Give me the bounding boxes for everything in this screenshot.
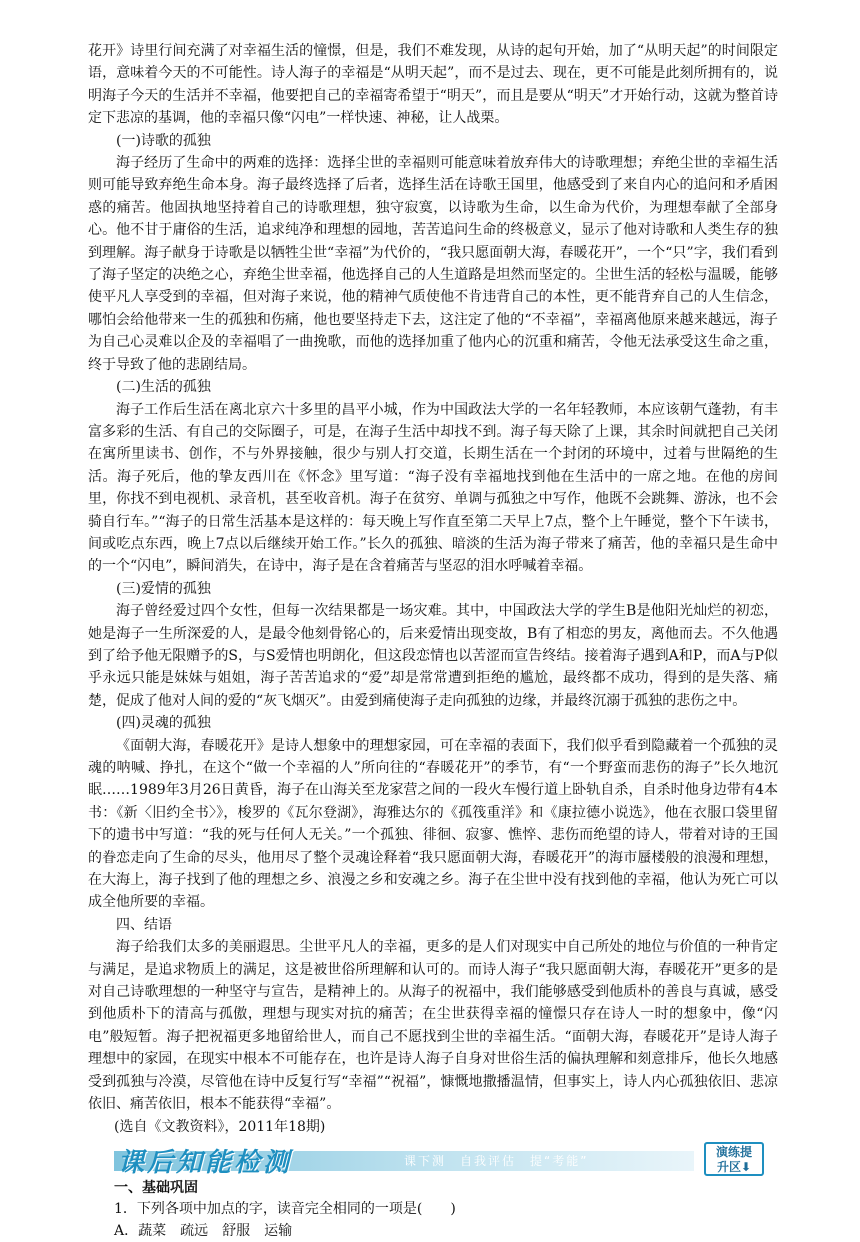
badge-line-1: 演练提 <box>715 1144 752 1159</box>
banner-subtitle: 课下测 自我评估 提“考能” <box>404 1153 589 1168</box>
document-page <box>88 40 778 1242</box>
section-heading-conclusion: 四、结语 <box>116 916 172 933</box>
article-paragraph-life: 海子工作后生活在离北京六十多里的昌平小城，作为中国政法大学的一名年轻教师，本应该朝气蓬勃，有丰富多彩的生活、有自己的交际圈子，可是，在海子生活中却找不到。海子每天除了上课，其余时间就把自己关闭在寓所里读书、创作，不与外界接触，很少与别人打交道，长期生活在一个封闭的环境中，过着与世隔绝的生活。海子死后，他的挚友西川在《怀念》里写道：“海子没有幸福地找到他在生活中的一席之地。在他的房间里，你找不到电视机、录音机，甚至收音机。海子在贫穷、单调与孤独之中写作，他既不会跳舞、游泳，也不会骑自行车。”“海子的日常生活基本是这样的：每天晚上写作直至第二天早上7点，整个上午睡觉，整个下午读书，间或吃点东西，晚上7点以后继续开始工作。”长久的孤独、暗淡的生活为海子带来了痛苦，他的幸福只是生命中的一个“闪电”，瞬间消失，在诗中，海子是在含着痛苦与坚忍的泪水呼喊着幸福。 <box>88 401 778 575</box>
question-1: 1．下列各项中加点的字，读音完全相同的一项是( ) <box>114 1200 456 1217</box>
section-heading-poetry: (一)诗歌的孤独 <box>116 132 211 149</box>
section-heading-love: (三)爱情的孤独 <box>116 580 211 597</box>
question-1-option-a: A．蔬菜 疏远 舒服 运输 <box>114 1222 293 1239</box>
article-paragraph-love: 海子曾经爱过四个女性，但每一次结果都是一场灾难。其中，中国政法大学的学生B是他阳光灿烂的初恋，她是海子一生所深爱的人，是最令他刻骨铭心的，后来爱情出现变故，B有了相恋的男友，离他而去。不久他遇到了给予他无限赠予的S，与S爱情也明朗化，但这段恋情也以苦涩而宣告终结。接着海子遇到A和P，而A与P似乎永远只能是妹妹与姐姐，海子苦苦追求的“爱”却是常常遭到拒绝的尴尬，最终都不成功，得到的是失落、痛楚，促成了他对人间的爱的“灰飞烟灭”。由爱到痛使海子走向孤独的边缘，并最终沉溺于孤独的悲伤之中。 <box>88 603 778 709</box>
article-paragraph-poetry: 海子经历了生命中的两难的选择：选择尘世的幸福则可能意味着放弃伟大的诗歌理想；弃绝尘世的幸福生活则可能导致弃绝生命本身。海子最终选择了后者，选择生活在诗歌王国里，他感受到了来自内心的追问和矛盾困惑的痛苦。他固执地坚持着自己的诗歌理想，独守寂寞，以诗歌为生命，以生命为代价，为理想奉献了全部身心。他不甘于庸俗的生活，追求纯净和理想的园地，苦苦追问生命的终极意义，显示了他对诗歌和人类生存的独到理解。海子献身于诗歌是以牺牲尘世“幸福”为代价的，“我只愿面朝大海，春暖花开”，一个“只”字，我们看到了海子坚定的决绝之心，弃绝尘世幸福，他选择自己的人生道路是坦然而坚定的。尘世生活的轻松与温暖，能够使平凡人享受到的幸福，但对海子来说，他的精神气质使他不肯违背自己的本性，更不能背弃自己的人生信念，哪怕会给他带来一生的孤独和伤痛，他也要坚持走下去，这注定了他的“不幸福”，幸福离他原来越来越远，海子为自己心灵难以企及的幸福唱了一曲挽歌，而他的选择加重了他内心的沉重和痛苦，令他无法承受这生命之重，终于导致了他的悲剧结局。 <box>88 155 778 373</box>
badge-line-2: 升区⬇ <box>716 1159 752 1174</box>
article-paragraph-intro: 花开》诗里行间充满了对幸福生活的憧憬，但是，我们不难发现，从诗的起句开始，加了“从明天起”的时间限定语，意味着今天的不可能性。诗人海子的幸福是“从明天起”，而不是过去、现在，更不可能是此刻所拥有的，说明海子今天的生活并不幸福，他要把自己的幸福寄希望于“明天”，而且是要从“明天”才开始行动，这就为整首诗定下悲凉的基调，他的幸福只像“闪电”一样快速、神秘，让人战栗。 <box>88 43 778 127</box>
exercise-section-title: 一、基础巩固 <box>114 1179 198 1196</box>
article-paragraph-conclusion: 海子给我们太多的美丽遐思。尘世平凡人的幸福，更多的是人们对现实中自己所处的地位与价值的一种肯定与满足，是追求物质上的满足，这是被世俗所理解和认可的。而诗人海子“我只愿面朝大海，春暖花开”更多的是对自己诗歌理想的一种坚守与宣告，是精神上的。从海子的祝福中，我们能够感受到他质朴的善良与真诚，感受到他质朴下的清高与孤傲，理想与现实对抗的痛苦；在尘世获得幸福的憧憬只存在诗人一时的想象中，像“闪电”般短暂。海子把祝福更多地留给世人，而自己不愿找到尘世的幸福生活。“面朝大海，春暖花开”是诗人海子理想中的家园，在现实中根本不可能存在，也许是诗人海子自身对世俗生活的偏执理解和刻意排斥，他长久地感受到孤独与冷漠，尽管他在诗中反复行写“幸福”“祝福”，慷慨地撒播温情，但事实上，诗人内心孤独依旧、悲凉依旧、痛苦依旧，根本不能获得“幸福”。 <box>88 939 778 1113</box>
article-paragraph-soul: 《面朝大海，春暖花开》是诗人想象中的理想家园，可在幸福的表面下，我们似乎看到隐藏着一个孤独的灵魂的呐喊、挣扎，在这个“做一个幸福的人”所向往的“春暖花开”的季节，有“一个野蛮而悲伤的海子”长久地沉眠……1989年3月26日黄昏，海子在山海关至龙家营之间的一段火车慢行道上卧轨自杀，自杀时他身边带有4本书：《新〈旧约全书〉》，梭罗的《瓦尔登湖》，海雅达尔的《孤筏重洋》和《康拉德小说选》，他在衣服口袋里留下的遗书中写道：“我的死与任何人无关。”一个孤独、徘徊、寂寥、憔悴、悲伤而绝望的诗人，带着对诗的王国的眷恋走向了生命的尽头，他用尽了整个灵魂诠释着“我只愿面朝大海，春暖花开”的海市蜃楼般的浪漫和理想，在大海上，海子找到了他的理想之乡、浪漫之乡和安魂之乡。海子在尘世中没有找到他的幸福，他认为死亡可以成全他所要的幸福。 <box>88 737 778 911</box>
practice-zone-badge <box>704 1142 764 1176</box>
section-heading-life: (二)生活的孤独 <box>116 379 211 396</box>
source-citation: (选自《文教资料》，2011年18期) <box>114 1118 326 1135</box>
section-heading-soul: (四)灵魂的孤独 <box>116 715 211 732</box>
banner-title: 课后知能检测 <box>118 1147 293 1178</box>
exercise-banner <box>114 1142 778 1176</box>
